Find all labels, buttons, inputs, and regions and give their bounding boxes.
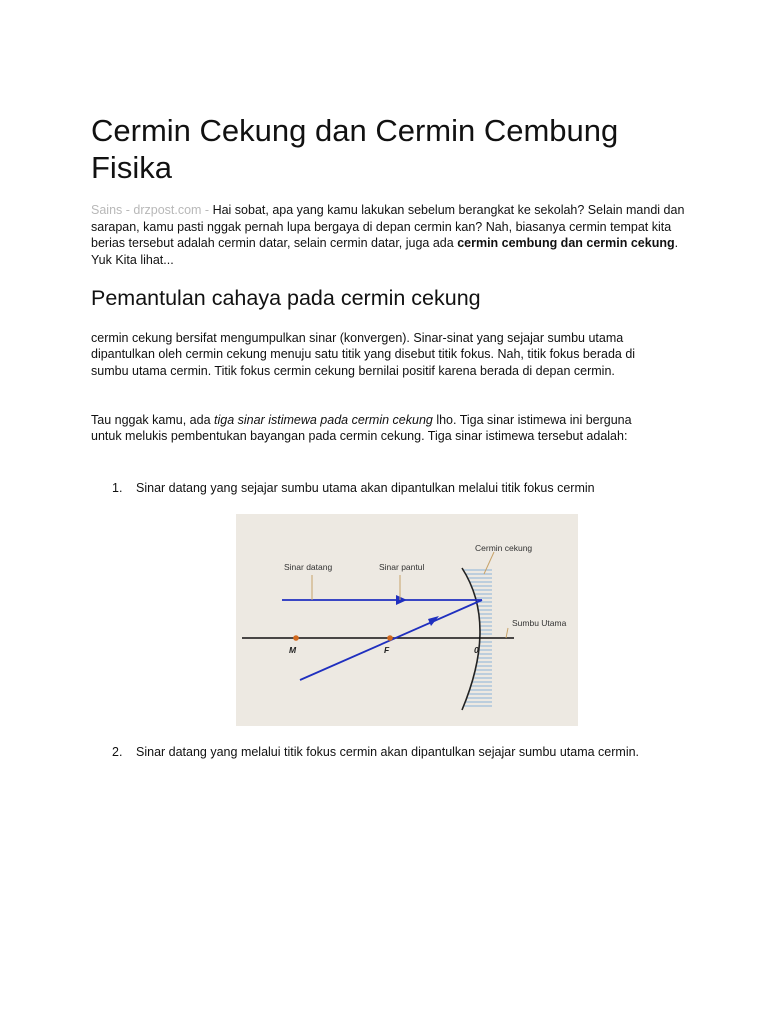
p2-italic: tiga sinar istimewa pada cermin cekung — [214, 413, 433, 427]
label-reflected: Sinar pantul — [379, 562, 425, 572]
label-m: M — [289, 645, 297, 655]
concave-mirror-diagram — [236, 514, 578, 726]
p2-text-1: Tau nggak kamu, ada — [91, 413, 214, 427]
label-f: F — [384, 645, 390, 655]
concave-mirror — [462, 568, 480, 710]
intro-text-1: Hai sobat, apa yang kamu lakukan sebelum berangkat ke sekolah? Selain mandi dan sarapan, kamu pasti nggak pernah lupa bergaya di depan cermin kan? Nah, biasanya cermin tempat kita berias tersebut adalah cermin datar, selain cermin datar, juga ada — [91, 203, 685, 250]
paragraph-konvergen: cermin cekung bersifat mengumpulkan sinar (konvergen). Sinar-sinat yang sejajar sumbu utama dipantulkan oleh cermin cekung menuju satu titik yang disebut titik fokus. Nah, titik fokus berada di sumbu utama cermin. Titik fokus cermin cekung bernilai positif karena berada di depan cermin. — [91, 331, 636, 378]
label-o: 0 — [474, 645, 479, 655]
list-number: 2. — [112, 745, 123, 759]
page-title: Cermin Cekung dan Cermin Cembung Fisika — [91, 113, 619, 185]
list-number: 1. — [112, 481, 123, 495]
diagram-svg — [236, 514, 578, 726]
source-link[interactable]: Sains - drzpost.com - — [91, 203, 210, 217]
list-text: Sinar datang yang sejajar sumbu utama akan dipantulkan melalui titik fokus cermin — [136, 481, 595, 495]
p2-text-2: lho. Tiga sinar istimewa ini berguna untuk melukis pembentukan bayangan pada cermin cekung. Tiga sinar istimewa tersebut adalah: — [91, 413, 632, 444]
leader-axis — [506, 628, 508, 638]
label-mirror: Cermin cekung — [475, 543, 533, 553]
leader-mirror — [484, 552, 494, 574]
paragraph-tiga-sinar — [91, 412, 651, 445]
intro-bold: cermin cembung dan cermin cekung — [457, 236, 675, 250]
label-axis: Sumbu Utama — [512, 618, 567, 628]
reflected-ray-arrow — [428, 616, 439, 626]
label-incident: Sinar datang — [284, 562, 333, 572]
incident-ray-arrow — [396, 595, 407, 605]
list-text: Sinar datang yang melalui titik fokus cermin akan dipantulkan sejajar sumbu utama cermin. — [136, 745, 640, 759]
intro-paragraph — [91, 202, 691, 268]
section-heading: Pemantulan cahaya pada cermin cekung — [91, 286, 481, 310]
intro-text-2: . Yuk Kita lihat... — [91, 236, 679, 267]
point-f-marker — [387, 635, 393, 641]
point-m-marker — [293, 635, 299, 641]
